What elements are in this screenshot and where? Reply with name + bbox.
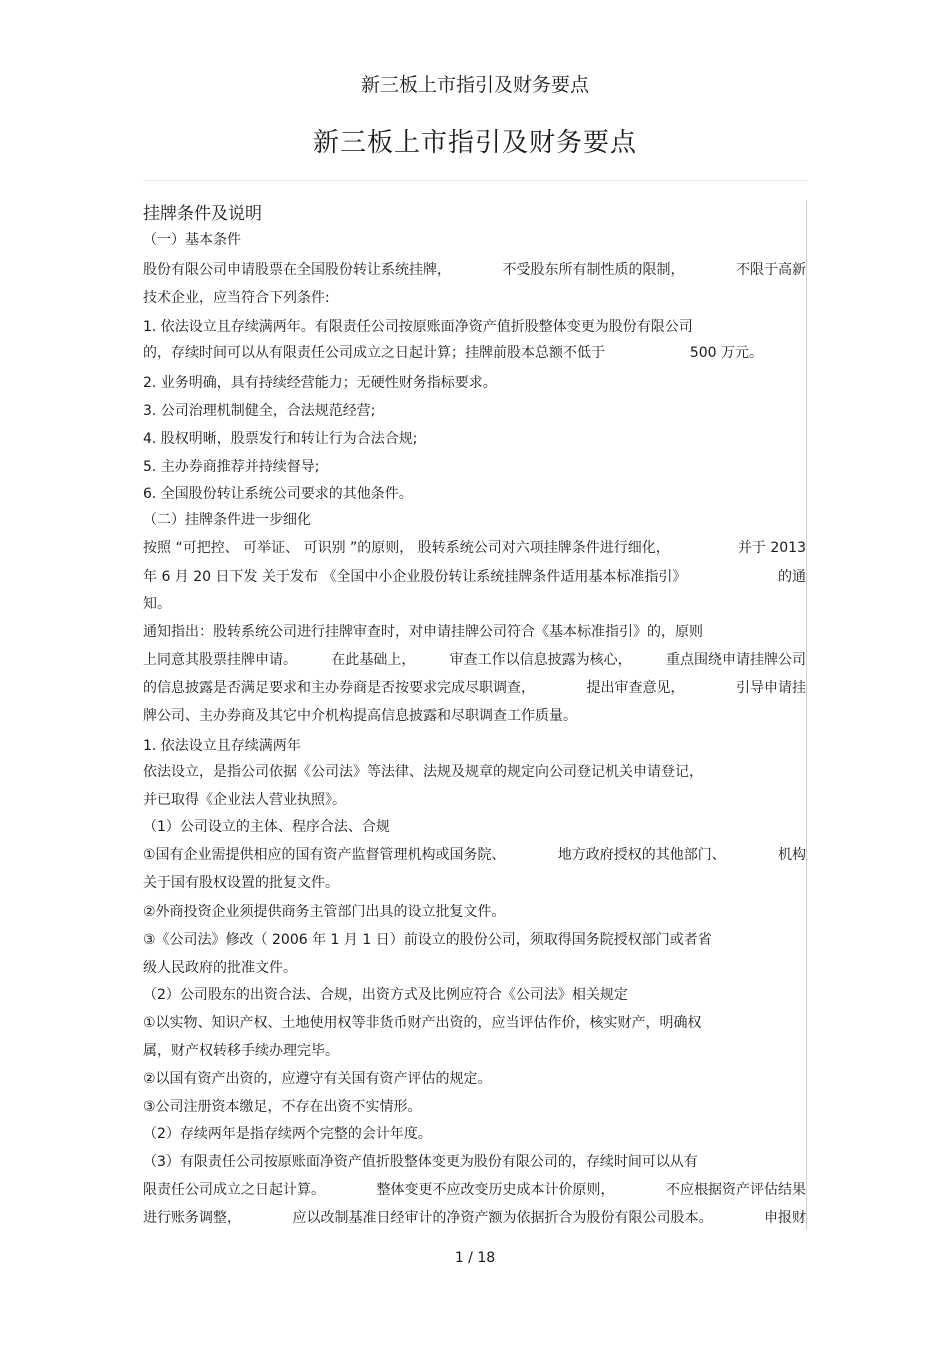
text-line	[143, 1208, 806, 1228]
text-segment: 地方政府授权的其他部门、	[557, 847, 726, 863]
text-line: 并已取得《企业法人营业执照》。	[143, 792, 346, 808]
text-line: 1. 依法设立且存续满两年。有限责任公司按原账面净资产值折股整体变更为股份有限公司	[143, 319, 693, 335]
text-line: （3）有限责任公司按原账面净资产值折股整体变更为股份有限公司的，存续时间可以从有	[143, 1154, 698, 1170]
text-segment: 年 6 月 20 日下发 关于发布 《全国中小企业股份转让系统挂牌条件适用基本标准指引》	[143, 569, 687, 585]
text-line	[143, 260, 806, 280]
text-segment: 应以改制基准日经审计的净资产额为依据折合为股份有限公司股本。	[292, 1210, 713, 1226]
text-line: 1. 依法设立且存续满两年	[143, 738, 301, 754]
text-line: 技术企业，应当符合下列条件:	[143, 290, 330, 306]
text-line: （一）基本条件	[143, 232, 241, 248]
text-line	[143, 678, 806, 698]
text-segment: 进行账务调整，	[143, 1210, 241, 1226]
title-divider	[143, 180, 807, 181]
text-line: 5. 主办券商推荐并持续督导;	[143, 459, 320, 475]
text-line: 牌公司、主办券商及其它中介机构提高信息披露和尽职调查工作质量。	[143, 708, 577, 724]
text-segment: 上同意其股票挂牌申请。	[143, 652, 297, 668]
document-title: 新三板上市指引及财务要点	[312, 128, 637, 158]
text-segment: 限责任公司成立之日起计算。	[143, 1182, 325, 1198]
text-line: ②以国有资产出资的，应遵守有关国有资产评估的规定。	[143, 1071, 492, 1087]
text-segment: 机构	[778, 847, 806, 863]
text-segment: 申报财	[764, 1210, 806, 1226]
text-line	[143, 1180, 806, 1200]
text-segment: 重点围绕申请挂牌公司	[665, 652, 806, 668]
text-line: 属，财产权转移手续办理完毕。	[143, 1043, 339, 1059]
text-segment: 的通	[778, 569, 806, 585]
text-segment: 审查工作以信息披露为核心，	[449, 652, 632, 668]
text-line: ③公司注册资本缴足，不存在出资不实情形。	[143, 1099, 422, 1115]
text-segment: 的信息披露是否满足要求和主办券商是否按要求完成尽职调查，	[143, 680, 535, 696]
text-segment: 在此基础上，	[331, 652, 416, 668]
text-line: 知。	[143, 596, 171, 612]
text-segment: 按照 “可把控、 可举证、 可识别 ”的原则， 股转系统公司对六项挂牌条件进行细化，	[143, 540, 670, 556]
right-margin-line	[806, 200, 807, 1230]
text-line: 3. 公司治理机制健全，合法规范经营;	[143, 403, 376, 419]
text-segment: 不应根据资产评估结果	[666, 1182, 806, 1198]
text-segment: 不受股东所有制性质的限制，	[502, 262, 685, 278]
text-segment: 引导申请挂	[736, 680, 806, 696]
text-line	[143, 343, 763, 363]
document-body	[143, 200, 807, 1226]
text-segment: ①国有企业需提供相应的国有资产监督管理机构或国务院、	[143, 847, 506, 863]
text-line: 4. 股权明晰，股票发行和转让行为合法合规;	[143, 431, 418, 447]
text-line	[143, 538, 806, 558]
text-segment: 股份有限公司申请股票在全国股份转让系统挂牌，	[143, 262, 451, 278]
text-segment: 并于 2013	[737, 540, 806, 556]
text-line: （2）公司股东的出资合法、合规，出资方式及比例应符合《公司法》相关规定	[143, 987, 628, 1003]
text-segment: 整体变更不应改变历史成本计价原则，	[376, 1182, 615, 1198]
text-line: （2）存续两年是指存续两个完整的会计年度。	[143, 1126, 432, 1142]
text-line: 通知指出：股转系统公司进行挂牌审查时，对申请挂牌公司符合《基本标准指引》的，原则	[143, 624, 703, 640]
text-line	[143, 567, 806, 587]
text-segment: 提出审查意见，	[586, 680, 685, 696]
text-line: 级人民政府的批准文件。	[143, 960, 297, 976]
text-segment: 500 万元。	[689, 345, 763, 361]
page-number: 1 / 18	[454, 1250, 496, 1266]
text-line: （二）挂牌条件进一步细化	[143, 512, 311, 528]
text-line: 2. 业务明确，具有持续经营能力；无硬性财务指标要求。	[143, 375, 497, 391]
text-segment: 的，存续时间可以从有限责任公司成立之日起计算；挂牌前股本总额不低于	[143, 345, 605, 361]
text-line: ①以实物、知识产权、土地使用权等非货币财产出资的，应当评估作价，核实财产，明确权	[143, 1015, 702, 1031]
text-line: 6. 全国股份转让系统公司要求的其他条件。	[143, 486, 413, 502]
page-header: 新三板上市指引及财务要点	[360, 74, 589, 96]
section-title: 挂牌条件及说明	[143, 204, 262, 224]
text-line: 依法设立，是指公司依据《公司法》等法律、法规及规章的规定向公司登记机关申请登记，	[143, 764, 703, 780]
text-line: ③《公司法》修改（ 2006 年 1 月 1 日）前设立的股份公司，须取得国务院授权部门或者省	[143, 932, 712, 948]
text-line	[143, 845, 806, 865]
text-line: ②外商投资企业须提供商务主管部门出具的设立批复文件。	[143, 904, 506, 920]
text-line	[143, 650, 806, 670]
text-segment: 不限于高新	[736, 262, 806, 278]
text-line: （1）公司设立的主体、程序合法、合规	[143, 819, 390, 835]
text-line: 关于国有股权设置的批复文件。	[143, 875, 339, 891]
